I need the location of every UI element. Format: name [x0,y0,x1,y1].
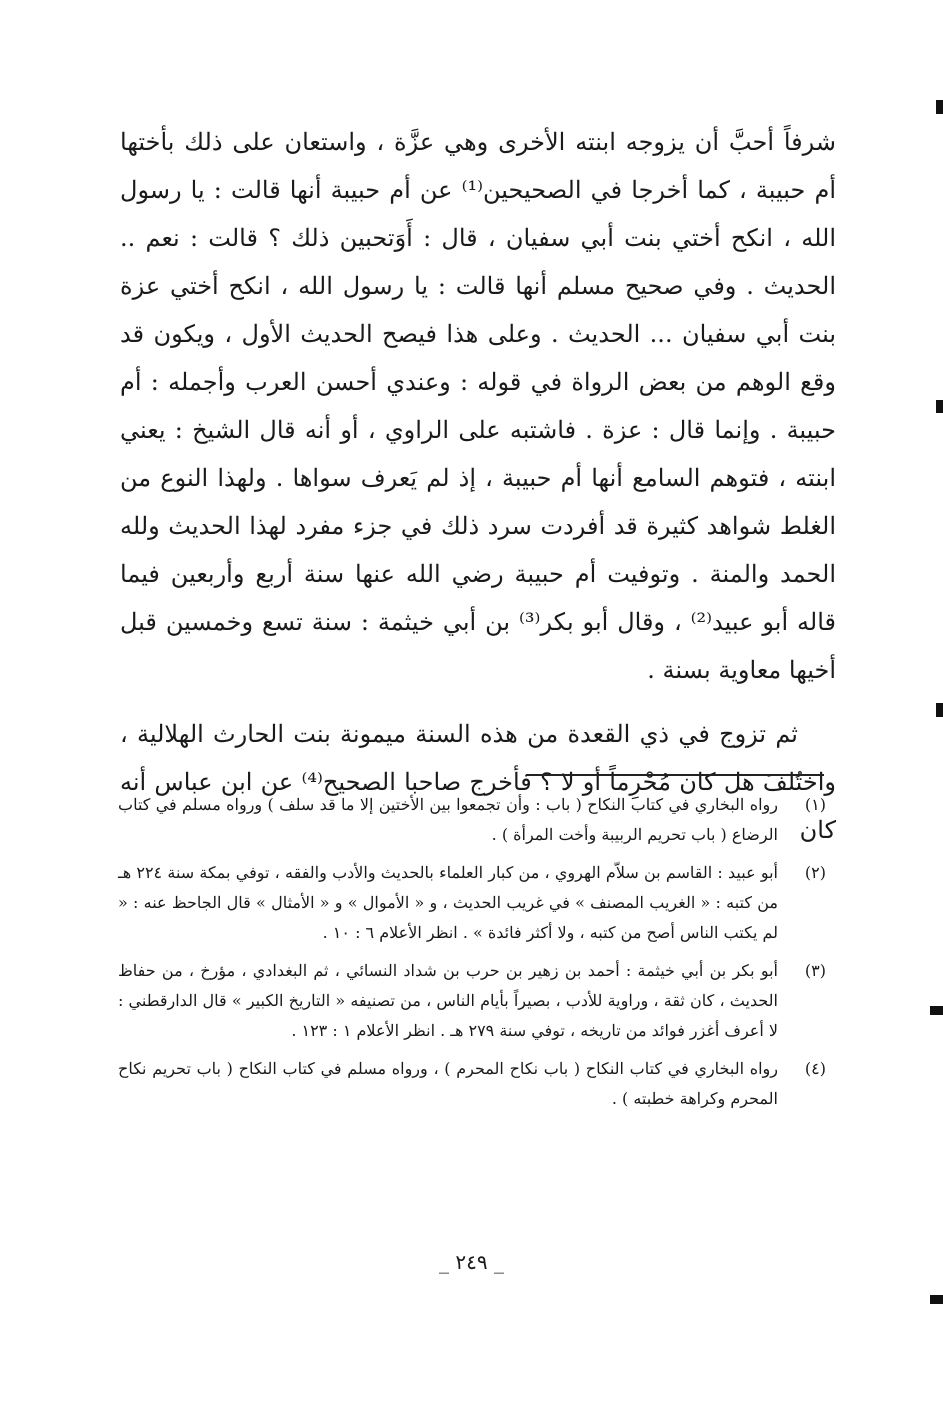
footnote [118,790,826,850]
footnote-number: (٢) [804,863,826,882]
footnote [118,956,826,1046]
footnotes [118,790,826,1122]
footnote-text: رواه البخاري في كتاب النكاح ( باب نكاح المحرم ) ، ورواه مسلم في كتاب النكاح ( باب تحريم نكاح المحرم وكراهة خطبته ) . [118,1059,778,1108]
scan-edge-mark [936,703,943,717]
footnote-text: أبو بكر بن أبي خيثمة : أحمد بن زهير بن حرب بن شداد النسائي ، ثم البغدادي ، مؤرخ ، من حفاظ الحديث ، كان ثقة ، وراوية للأدب ، بصيراً بأيام الناس ، من تصنيفه « التاريخ الكبير » قال الدارقطني : لا أعرف أغزر فوائد من تاريخه ، توفي سنة ٢٧٩ هـ . انظر الأعلام ١ : ١٢٣ . [118,961,778,1040]
footnote [118,858,826,948]
footnote-text: أبو عبيد : القاسم بن سلاّم الهروي ، من كبار العلماء بالحديث والأدب والفقه ، توفي بمكة سنة ٢٢٤ هـ من كتبه : « الغريب المصنف » في غريب الحديث ، و « الأموال » و « الأمثال » قال الجاحظ عنه : « لم يكتب الناس أصح من كتبه ، ولا أكثر فائدة » . انظر الأعلام ٦ : ١٠ . [118,863,778,942]
footnote-text: رواه البخاري في كتاب النكاح ( باب : وأن تجمعوا بين الأختين إلا ما قد سلف ) ورواه مسلم في كتاب الرضاع ( باب تحريم الربيبة وأخت المرأة ) . [118,795,778,844]
scan-edge-mark [930,1295,943,1304]
main-paragraph: شرفاً أحبَّ أن يزوجه ابنته الأخرى وهي عزَّة ، واستعان على ذلك بأختها أم حبيبة ، كما أخرجا في الصحيحين⁽¹⁾ عن أم حبيبة أنها قالت : يا رسول الله ، انكح أختي بنت أبي سفيان ، قال : أَوَتحبين ذلك ؟ قالت : نعم .. الحديث . وفي صحيح مسلم أنها قالت : يا رسول الله ، انكح أختي عزة بنت أبي سفيان ... الحديث . وعلى هذا فيصح الحديث الأول ، ويكون قد وقع الوهم من بعض الرواة في قوله : وعندي أحسن العرب وأجمله : أم حبيبة . وإنما قال : عزة . فاشتبه على الراوي ، أو أنه قال الشيخ : يعني ابنته ، فتوهم السامع أنها أم حبيبة ، إذ لم يَعرف سواها . ولهذا النوع من الغلط شواهد كثيرة قد أفردت سرد ذلك في جزء مفرد لهذا الحديث ولله الحمد والمنة . وتوفيت أم حبيبة رضي الله عنها سنة أربع وأربعين فيما قاله أبو عبيد⁽²⁾ ، وقال أبو بكر⁽³⁾ بن أبي خيثمة : سنة تسع وخمسين قبل أخيها معاوية بسنة . [120,128,837,684]
footnote-separator [526,774,824,776]
footnote-number: (٤) [804,1059,826,1078]
footnote-number: (٣) [804,961,826,980]
main-text-block [120,118,836,854]
page-number: _ ٢٤٩ _ [439,1250,504,1274]
scan-edge-mark [930,1006,943,1015]
footnote [118,1054,826,1114]
scan-edge-mark [936,100,943,114]
footnote-number: (١) [804,795,826,814]
scan-edge-mark [936,400,943,413]
main-paragraph: ثم تزوج في ذي القعدة من هذه السنة ميمونة بنت الحارث الهلالية ، واختُلفَ هل كان مُحْرِماً أو لا ؟ فأخرج صاحبا الصحيح⁽⁴⁾ عن ابن عباس أنه كان [120,720,836,844]
